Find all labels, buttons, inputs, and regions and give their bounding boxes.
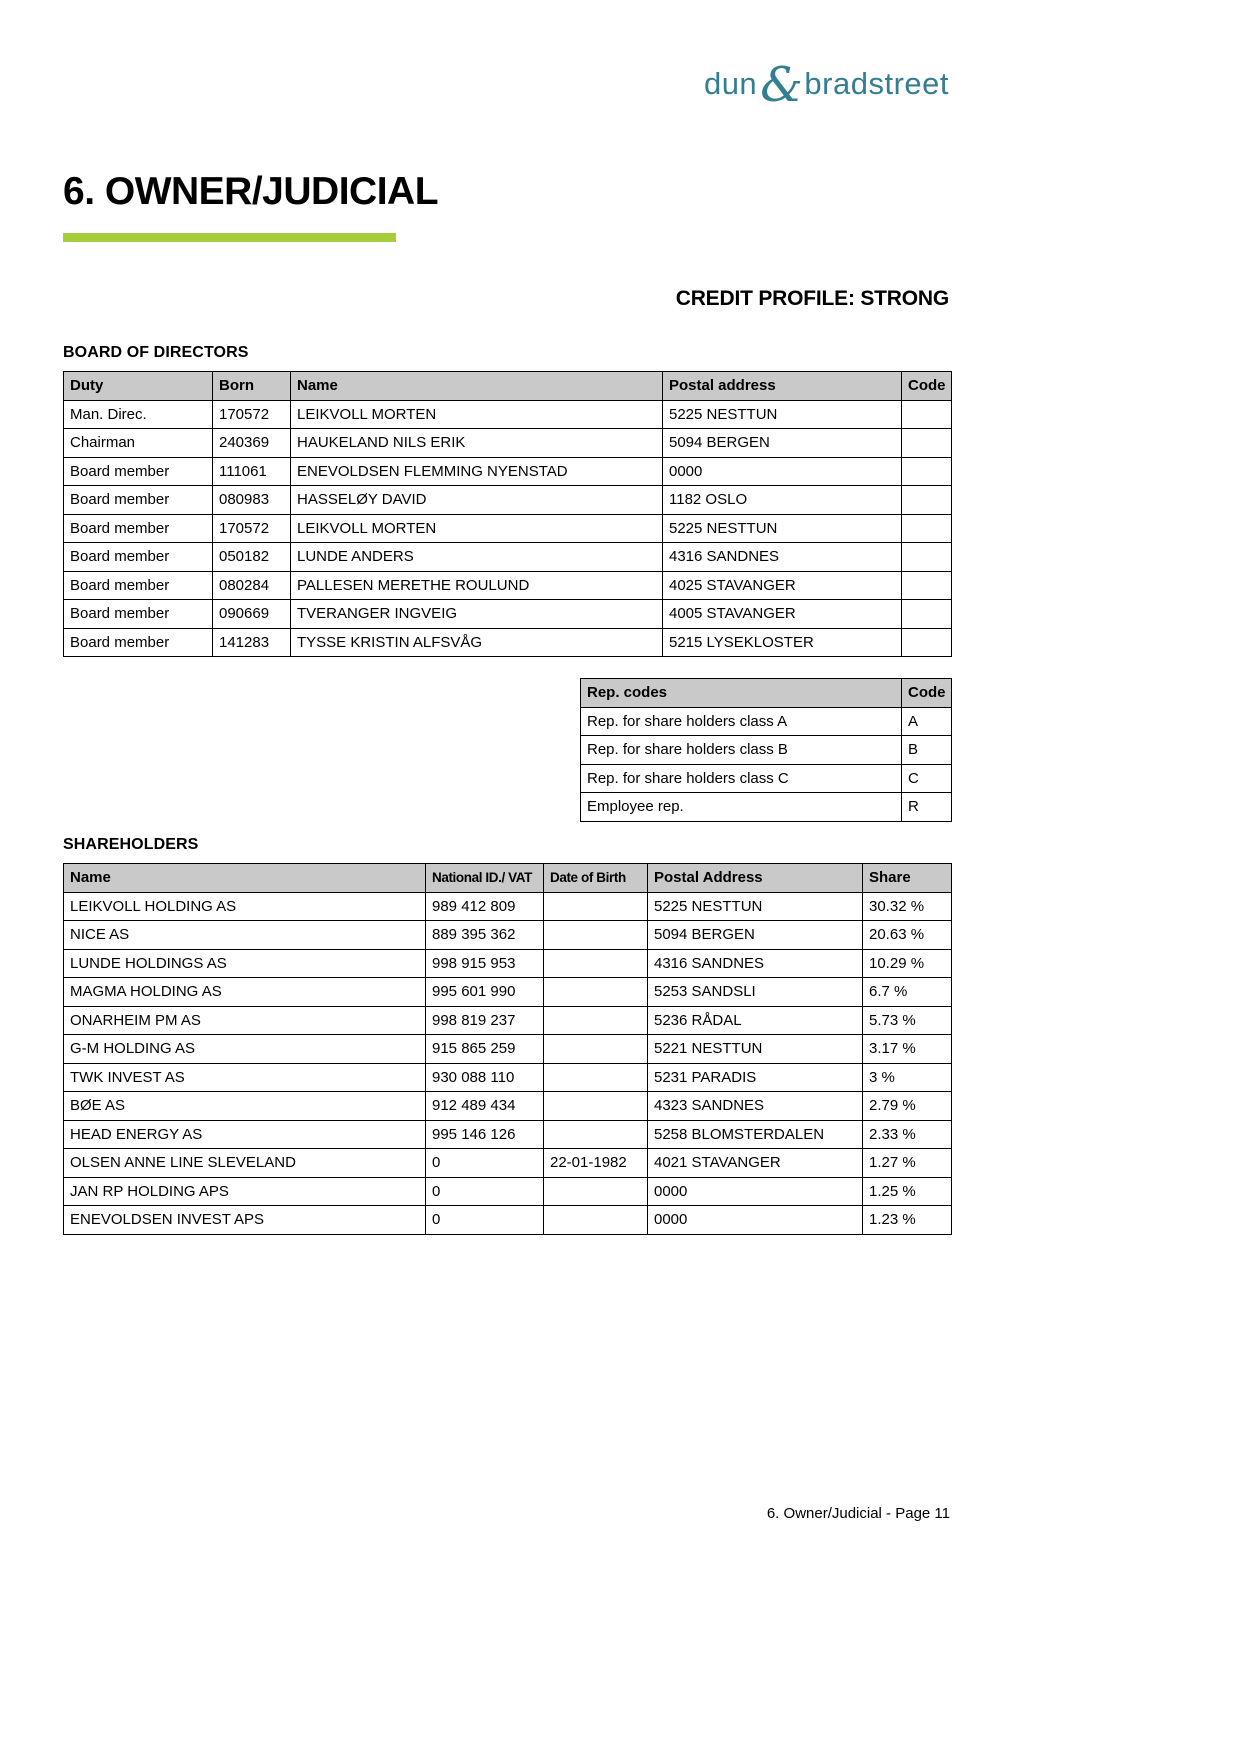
table-cell: Board member [64, 543, 213, 572]
column-header: Postal address [663, 372, 902, 401]
table-cell: 5.73 % [863, 1006, 952, 1035]
table-row [64, 949, 952, 978]
table-cell: 170572 [213, 514, 291, 543]
table-cell: 5225 NESTTUN [648, 892, 863, 921]
table-header-row [64, 372, 952, 401]
table-cell: 20.63 % [863, 921, 952, 950]
table-cell: 995 146 126 [426, 1120, 544, 1149]
table-cell: 1.25 % [863, 1177, 952, 1206]
table-cell [902, 600, 952, 629]
column-header: Date of Birth [544, 864, 648, 893]
table-row [64, 1063, 952, 1092]
table-row [64, 1177, 952, 1206]
shareholders-title: SHAREHOLDERS [63, 836, 199, 853]
table-cell: 050182 [213, 543, 291, 572]
table-cell [902, 628, 952, 657]
table-cell: 4316 SANDNES [663, 543, 902, 572]
table-cell [544, 1177, 648, 1206]
table-cell: HEAD ENERGY AS [64, 1120, 426, 1149]
table-cell: 111061 [213, 457, 291, 486]
table-cell: 998 819 237 [426, 1006, 544, 1035]
table-row [64, 543, 952, 572]
table-cell: Rep. for share holders class A [581, 707, 902, 736]
page-title: 6. OWNER/JUDICIAL [63, 170, 439, 213]
table-cell [544, 1035, 648, 1064]
column-header: Name [291, 372, 663, 401]
table-cell: C [902, 764, 952, 793]
table-header-row [64, 864, 952, 893]
column-header: National ID./ VAT [426, 864, 544, 893]
table-row [64, 486, 952, 515]
table-cell: LUNDE ANDERS [291, 543, 663, 572]
table-cell: A [902, 707, 952, 736]
table-cell: 5094 BERGEN [663, 429, 902, 458]
column-header: Code [902, 372, 952, 401]
table-cell: 930 088 110 [426, 1063, 544, 1092]
table-row [64, 921, 952, 950]
table-cell: ENEVOLDSEN FLEMMING NYENSTAD [291, 457, 663, 486]
table-cell: 912 489 434 [426, 1092, 544, 1121]
table-cell: 170572 [213, 400, 291, 429]
table-cell: 080284 [213, 571, 291, 600]
table-cell: 5225 NESTTUN [663, 514, 902, 543]
table-cell: 3.17 % [863, 1035, 952, 1064]
table-cell: TVERANGER INGVEIG [291, 600, 663, 629]
table-cell: 4323 SANDNES [648, 1092, 863, 1121]
column-header: Duty [64, 372, 213, 401]
table-row [581, 793, 952, 822]
table-row [64, 571, 952, 600]
table-cell: HAUKELAND NILS ERIK [291, 429, 663, 458]
table-row [64, 1006, 952, 1035]
column-header: Postal Address [648, 864, 863, 893]
table-cell: R [902, 793, 952, 822]
table-cell: TWK INVEST AS [64, 1063, 426, 1092]
table-cell: 998 915 953 [426, 949, 544, 978]
table-cell: 5236 RÅDAL [648, 1006, 863, 1035]
logo-ampersand-icon: & [760, 57, 804, 113]
table-row [64, 429, 952, 458]
table-cell [544, 949, 648, 978]
table-cell: MAGMA HOLDING AS [64, 978, 426, 1007]
rep-codes-table [580, 678, 952, 822]
table-cell [902, 457, 952, 486]
table-cell: 4316 SANDNES [648, 949, 863, 978]
table-cell: Board member [64, 514, 213, 543]
table-row [64, 1206, 952, 1235]
table-cell [544, 1120, 648, 1149]
table-row [64, 1120, 952, 1149]
table-cell: 5221 NESTTUN [648, 1035, 863, 1064]
table-cell: 090669 [213, 600, 291, 629]
table-cell: Board member [64, 628, 213, 657]
table-cell: LEIKVOLL MORTEN [291, 514, 663, 543]
table-cell [902, 486, 952, 515]
table-cell: Rep. for share holders class B [581, 736, 902, 765]
table-cell: 0000 [663, 457, 902, 486]
table-cell: HASSELØY DAVID [291, 486, 663, 515]
dun-bradstreet-logo [703, 57, 949, 113]
accent-bar [63, 233, 396, 242]
table-cell: 141283 [213, 628, 291, 657]
table-cell [902, 571, 952, 600]
column-header: Share [863, 864, 952, 893]
page-footer: 6. Owner/Judicial - Page 11 [766, 1505, 950, 1522]
table-cell: 5258 BLOMSTERDALEN [648, 1120, 863, 1149]
table-cell: OLSEN ANNE LINE SLEVELAND [64, 1149, 426, 1178]
table-cell: 0000 [648, 1206, 863, 1235]
table-cell: 5215 LYSEKLOSTER [663, 628, 902, 657]
table-row [581, 736, 952, 765]
table-cell: 2.33 % [863, 1120, 952, 1149]
table-cell: 22-01-1982 [544, 1149, 648, 1178]
table-cell: Employee rep. [581, 793, 902, 822]
table-cell: 0 [426, 1149, 544, 1178]
table-row [64, 628, 952, 657]
table-row [64, 1149, 952, 1178]
table-cell: 1182 OSLO [663, 486, 902, 515]
table-cell: 30.32 % [863, 892, 952, 921]
table-cell: LEIKVOLL HOLDING AS [64, 892, 426, 921]
table-cell: JAN RP HOLDING APS [64, 1177, 426, 1206]
table-cell: G-M HOLDING AS [64, 1035, 426, 1064]
table-cell: 0 [426, 1206, 544, 1235]
table-row [64, 978, 952, 1007]
table-cell: Man. Direc. [64, 400, 213, 429]
table-cell: TYSSE KRISTIN ALFSVÅG [291, 628, 663, 657]
table-cell: Board member [64, 486, 213, 515]
table-cell: 989 412 809 [426, 892, 544, 921]
table-cell: 080983 [213, 486, 291, 515]
table-cell: 1.23 % [863, 1206, 952, 1235]
table-cell: 4025 STAVANGER [663, 571, 902, 600]
column-header: Name [64, 864, 426, 893]
table-cell: BØE AS [64, 1092, 426, 1121]
table-row [64, 514, 952, 543]
table-cell: 6.7 % [863, 978, 952, 1007]
table-cell [544, 892, 648, 921]
table-cell [544, 1006, 648, 1035]
table-cell: 5253 SANDSLI [648, 978, 863, 1007]
table-cell: Board member [64, 571, 213, 600]
table-row [581, 764, 952, 793]
logo-word-bradstreet: bradstreet [804, 66, 949, 101]
table-cell [902, 543, 952, 572]
table-cell: 889 395 362 [426, 921, 544, 950]
table-cell: 4005 STAVANGER [663, 600, 902, 629]
table-cell: 5094 BERGEN [648, 921, 863, 950]
column-header: Born [213, 372, 291, 401]
table-cell: Chairman [64, 429, 213, 458]
table-cell: 915 865 259 [426, 1035, 544, 1064]
table-cell: NICE AS [64, 921, 426, 950]
rep-codes-section [580, 678, 951, 822]
table-cell: Board member [64, 457, 213, 486]
table-cell: ONARHEIM PM AS [64, 1006, 426, 1035]
shareholders-table [63, 863, 952, 1235]
table-cell: 0 [426, 1177, 544, 1206]
table-cell: 3 % [863, 1063, 952, 1092]
table-cell [544, 978, 648, 1007]
table-cell: 240369 [213, 429, 291, 458]
table-cell: 2.79 % [863, 1092, 952, 1121]
table-cell [902, 514, 952, 543]
logo-word-dun: dun [703, 66, 758, 101]
table-row [64, 892, 952, 921]
shareholders-section [63, 836, 951, 1235]
board-of-directors-section [63, 344, 951, 657]
table-row [64, 1092, 952, 1121]
table-cell: 0000 [648, 1177, 863, 1206]
table-cell: 4021 STAVANGER [648, 1149, 863, 1178]
table-cell: B [902, 736, 952, 765]
table-cell: 995 601 990 [426, 978, 544, 1007]
table-cell [544, 1206, 648, 1235]
table-cell: 5231 PARADIS [648, 1063, 863, 1092]
table-cell [544, 921, 648, 950]
table-row [64, 457, 952, 486]
table-row [64, 1035, 952, 1064]
board-of-directors-title: BOARD OF DIRECTORS [63, 344, 249, 361]
table-cell [902, 400, 952, 429]
board-of-directors-table [63, 371, 952, 657]
table-header-row [581, 679, 952, 708]
table-row [64, 600, 952, 629]
table-cell: PALLESEN MERETHE ROULUND [291, 571, 663, 600]
table-cell [544, 1092, 648, 1121]
table-cell [544, 1063, 648, 1092]
table-cell: LUNDE HOLDINGS AS [64, 949, 426, 978]
table-cell: Board member [64, 600, 213, 629]
credit-profile-label: CREDIT PROFILE: STRONG [675, 287, 949, 310]
table-cell: 1.27 % [863, 1149, 952, 1178]
table-cell: ENEVOLDSEN INVEST APS [64, 1206, 426, 1235]
table-cell [902, 429, 952, 458]
table-cell: 5225 NESTTUN [663, 400, 902, 429]
table-cell: Rep. for share holders class C [581, 764, 902, 793]
table-row [581, 707, 952, 736]
table-row [64, 400, 952, 429]
table-cell: LEIKVOLL MORTEN [291, 400, 663, 429]
column-header: Code [902, 679, 952, 708]
column-header: Rep. codes [581, 679, 902, 708]
table-cell: 10.29 % [863, 949, 952, 978]
